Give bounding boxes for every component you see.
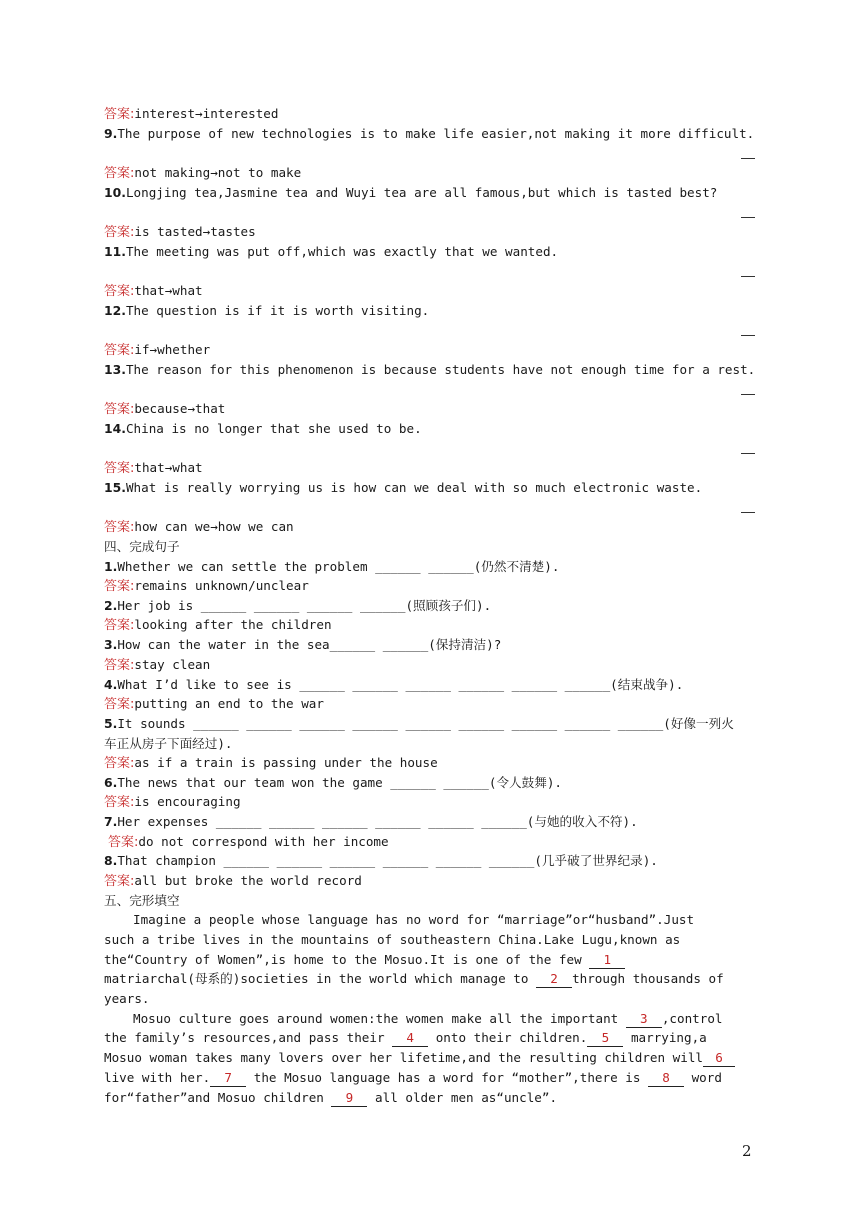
question-text: What I’d like to see is ______ ______ ______ ______ ______ ______(结束战争). <box>117 677 684 692</box>
answer-label: 答案: <box>104 284 135 299</box>
page-number: 2 <box>742 1142 752 1160</box>
question-number: 8. <box>104 853 118 868</box>
question-number: 9. <box>104 126 118 141</box>
question-number: 4. <box>104 677 118 692</box>
answer-text: that→what <box>134 460 203 475</box>
question-line <box>104 596 756 616</box>
correction-mark <box>741 394 755 395</box>
passage-line <box>104 950 756 970</box>
passage-line <box>104 1028 756 1048</box>
correction-mark <box>741 217 755 218</box>
question-line-continued: 车正从房子下面经过). <box>104 736 233 751</box>
passage-text: for“father”and Mosuo children <box>104 1090 332 1105</box>
section-heading: 四、完成句子 <box>104 539 180 554</box>
answer-line <box>104 576 756 596</box>
answer-label: 答案: <box>104 756 135 771</box>
answer-label: 答案: <box>104 618 135 633</box>
answer-line <box>104 340 756 360</box>
answer-label: 答案: <box>104 658 135 673</box>
question-number: 14. <box>104 421 126 436</box>
question-number: 10. <box>104 185 126 200</box>
passage-text: marrying,a <box>623 1030 707 1045</box>
answer-label: 答案: <box>104 225 135 240</box>
answer-label: 答案: <box>104 343 135 358</box>
question-text: The question is if it is worth visiting. <box>125 303 430 318</box>
answer-line <box>104 792 756 812</box>
answer-line <box>104 399 756 419</box>
answer-line <box>104 517 756 537</box>
question-line <box>104 419 756 439</box>
passage-line <box>104 1088 756 1108</box>
question-line <box>104 124 756 144</box>
question-text: Whether we can settle the problem ______ ______(仍然不清楚). <box>117 559 560 574</box>
answer-line <box>104 655 756 675</box>
answer-label: 答案: <box>104 697 135 712</box>
question-text: The news that our team won the game ______ ______(令人鼓舞). <box>117 775 562 790</box>
passage-text: live with her. <box>104 1070 211 1085</box>
passage-text: ,control <box>661 1011 723 1026</box>
question-text: That champion ______ ______ ______ ______ ______ ______(几乎破了世界纪录). <box>117 853 658 868</box>
question-number: 12. <box>104 303 126 318</box>
passage-text: matriarchal(母系的)societies in the world which manage to <box>104 971 537 986</box>
question-line <box>104 360 756 380</box>
question-number: 2. <box>104 598 118 613</box>
cloze-blank-5: 5 <box>587 1030 623 1047</box>
answer-line <box>108 832 760 852</box>
passage-text: the Mosuo language has a word for “mother”,there is <box>246 1070 649 1085</box>
question-text: It sounds ______ ______ ______ ______ ______ ______ ______ ______ ______(好像一列火 <box>117 716 734 731</box>
answer-line <box>104 281 756 301</box>
passage-text: onto their children. <box>428 1030 588 1045</box>
answer-text: how can we→how we can <box>134 519 294 534</box>
answer-text: stay clean <box>134 657 211 672</box>
question-number: 13. <box>104 362 126 377</box>
question-text: China is no longer that she used to be. <box>125 421 422 436</box>
passage-text: through thousands of <box>572 971 724 986</box>
answer-text: that→what <box>134 283 203 298</box>
passage-line: years. <box>104 991 150 1006</box>
passage-line: Imagine a people whose language has no word for “marriage”or“husband”.Just <box>133 912 695 927</box>
passage-line <box>104 969 756 989</box>
answer-text: not making→not to make <box>134 165 302 180</box>
question-number: 1. <box>104 559 118 574</box>
answer-text: all but broke the world record <box>134 873 362 888</box>
answer-label: 答案: <box>104 795 135 810</box>
question-number: 6. <box>104 775 118 790</box>
cloze-blank-3: 3 <box>626 1011 662 1028</box>
question-number: 15. <box>104 480 126 495</box>
answer-text: is tasted→tastes <box>134 224 256 239</box>
question-line <box>104 183 756 203</box>
answer-text: remains unknown/unclear <box>134 578 309 593</box>
section-heading: 五、完形填空 <box>104 893 180 908</box>
answer-line <box>104 458 756 478</box>
passage-line <box>104 1048 756 1068</box>
question-line <box>104 773 756 793</box>
question-line <box>104 478 756 498</box>
answer-text: because→that <box>134 401 226 416</box>
question-line <box>104 851 756 871</box>
passage-text: the family’s resources,and pass their <box>104 1030 393 1045</box>
answer-text: putting an end to the war <box>134 696 324 711</box>
correction-mark <box>741 335 755 336</box>
question-text: Longjing tea,Jasmine tea and Wuyi tea are all famous,but which is tasted best? <box>125 185 718 200</box>
question-line <box>104 675 756 695</box>
question-text: How can the water in the sea______ ______(保持清洁)? <box>117 637 502 652</box>
cloze-blank-9: 9 <box>331 1090 367 1107</box>
answer-text: looking after the children <box>134 617 332 632</box>
passage-line <box>104 1068 756 1088</box>
question-line <box>104 242 756 262</box>
question-text: Her job is ______ ______ ______ ______(照顾孩子们). <box>117 598 492 613</box>
passage-text: Mosuo woman takes many lovers over her lifetime,and the resulting children will <box>104 1050 703 1065</box>
answer-line <box>104 753 756 773</box>
question-number: 7. <box>104 814 118 829</box>
cloze-blank-2: 2 <box>536 971 572 988</box>
question-text: The meeting was put off,which was exactly that we wanted. <box>125 244 559 259</box>
answer-line <box>104 871 756 891</box>
answer-label: 答案: <box>104 874 135 889</box>
cloze-blank-7: 7 <box>210 1070 246 1087</box>
cloze-blank-1: 1 <box>589 952 625 969</box>
passage-line <box>133 1009 756 1029</box>
correction-mark <box>741 512 755 513</box>
correction-mark <box>741 453 755 454</box>
answer-line <box>104 694 756 714</box>
cloze-blank-8: 8 <box>648 1070 684 1087</box>
answer-label: 答案: <box>104 402 135 417</box>
question-text: The reason for this phenomenon is because students have not enough time for a rest. <box>125 362 756 377</box>
answer-line <box>104 104 756 124</box>
question-number: 5. <box>104 716 118 731</box>
answer-line <box>104 222 756 242</box>
question-text: What is really worrying us is how can we deal with so much electronic waste. <box>125 480 703 495</box>
passage-text: Mosuo culture goes around women:the women make all the important <box>133 1011 626 1026</box>
answer-label: 答案: <box>104 166 135 181</box>
answer-line <box>104 163 756 183</box>
correction-mark <box>741 158 755 159</box>
question-line <box>104 812 756 832</box>
question-line <box>104 557 756 577</box>
question-number: 11. <box>104 244 126 259</box>
answer-text: do not correspond with her income <box>138 834 389 849</box>
answer-label: 答案: <box>104 107 135 122</box>
question-text: Her expenses ______ ______ ______ ______ ______ ______(与她的收入不符). <box>117 814 638 829</box>
answer-label: 答案: <box>104 461 135 476</box>
passage-text: word <box>684 1070 722 1085</box>
answer-line <box>104 615 756 635</box>
answer-label: 答案: <box>104 520 135 535</box>
answer-text: if→whether <box>134 342 211 357</box>
question-line <box>104 635 756 655</box>
answer-text: is encouraging <box>134 794 241 809</box>
cloze-blank-4: 4 <box>392 1030 428 1047</box>
passage-line: such a tribe lives in the mountains of southeastern China.Lake Lugu,known as <box>104 932 681 947</box>
answer-text: as if a train is passing under the house <box>134 755 438 770</box>
question-line <box>104 714 756 734</box>
answer-label: 答案: <box>108 835 139 850</box>
question-line <box>104 301 756 321</box>
answer-label: 答案: <box>104 579 135 594</box>
passage-text: all older men as“uncle”. <box>367 1090 558 1105</box>
correction-mark <box>741 276 755 277</box>
question-text: The purpose of new technologies is to make life easier,not making it more difficult. <box>117 126 755 141</box>
cloze-blank-6: 6 <box>703 1050 735 1067</box>
question-number: 3. <box>104 637 118 652</box>
passage-text: the“Country of Women”,is home to the Mosuo.It is one of the few <box>104 952 590 967</box>
answer-text: interest→interested <box>134 106 279 121</box>
